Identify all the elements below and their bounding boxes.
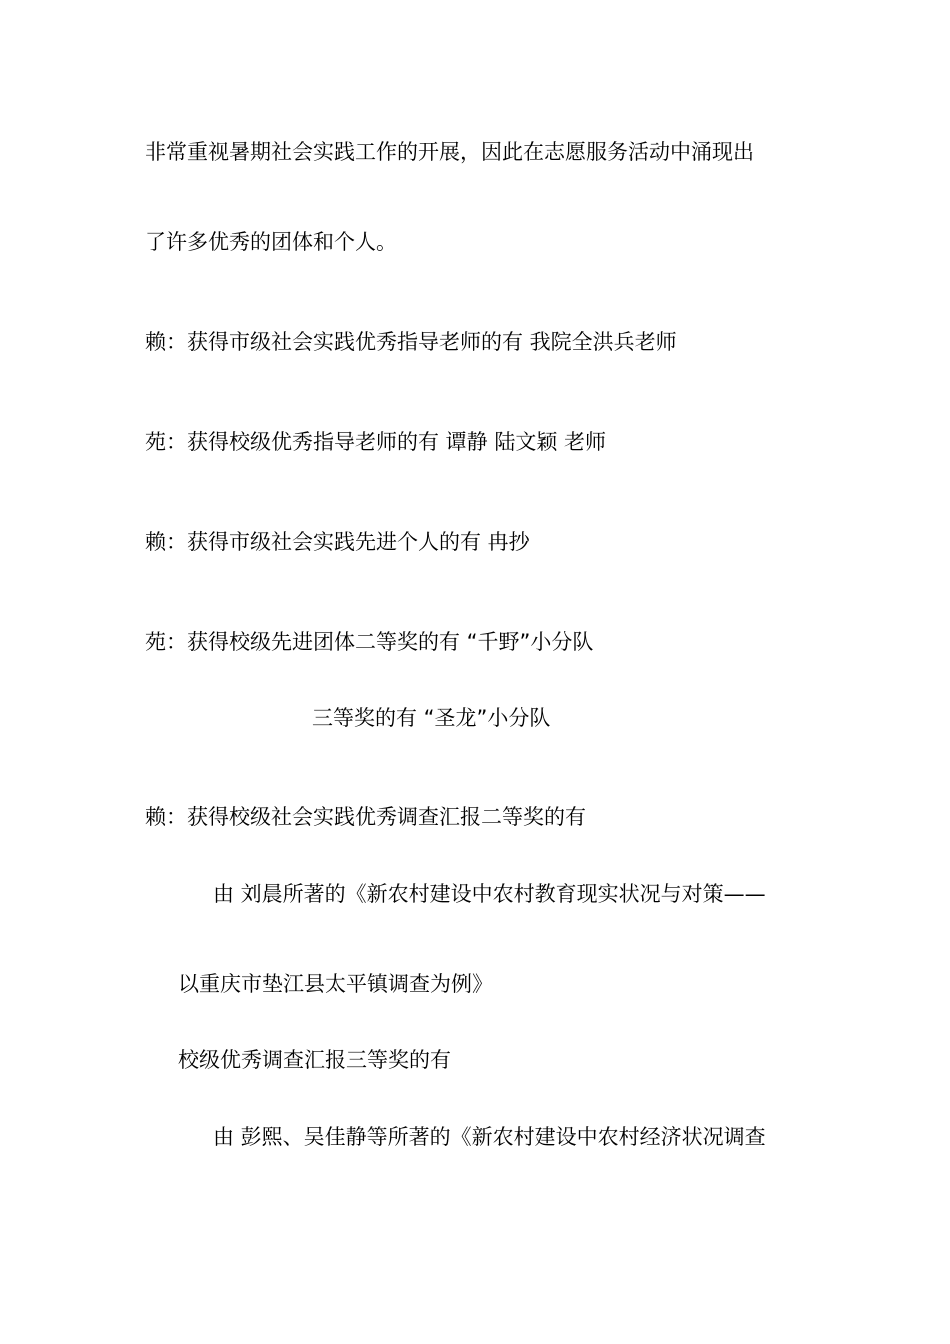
award-line-2: 苑：获得校级优秀指导老师的有 谭静 陆文颖 老师 <box>145 430 607 454</box>
award-line-6: 赖：获得校级社会实践优秀调查汇报二等奖的有 <box>145 805 586 829</box>
paragraph-line-2: 了许多优秀的团体和个人。 <box>145 230 397 254</box>
report-line-2: 以重庆市垫江县太平镇调查为例》 <box>178 972 493 996</box>
report-line-3: 校级优秀调查汇报三等奖的有 <box>178 1048 451 1072</box>
report-line-4: 由 彭熙、吴佳静等所著的《新农村建设中农村经济状况调查 <box>213 1125 766 1149</box>
award-line-3: 赖：获得市级社会实践先进个人的有 冉抄 <box>145 530 530 554</box>
paragraph-line-1: 非常重视暑期社会实践工作的开展，因此在志愿服务活动中涌现出 <box>145 140 754 164</box>
award-line-4: 苑：获得校级先进团体二等奖的有 “千野”小分队 <box>145 630 594 654</box>
award-line-1: 赖：获得市级社会实践优秀指导老师的有 我院全洪兵老师 <box>145 330 677 354</box>
award-line-5: 三等奖的有 “圣龙”小分队 <box>312 706 551 730</box>
report-line-1: 由 刘晨所著的《新农村建设中农村教育现实状况与对策—— <box>213 882 766 906</box>
